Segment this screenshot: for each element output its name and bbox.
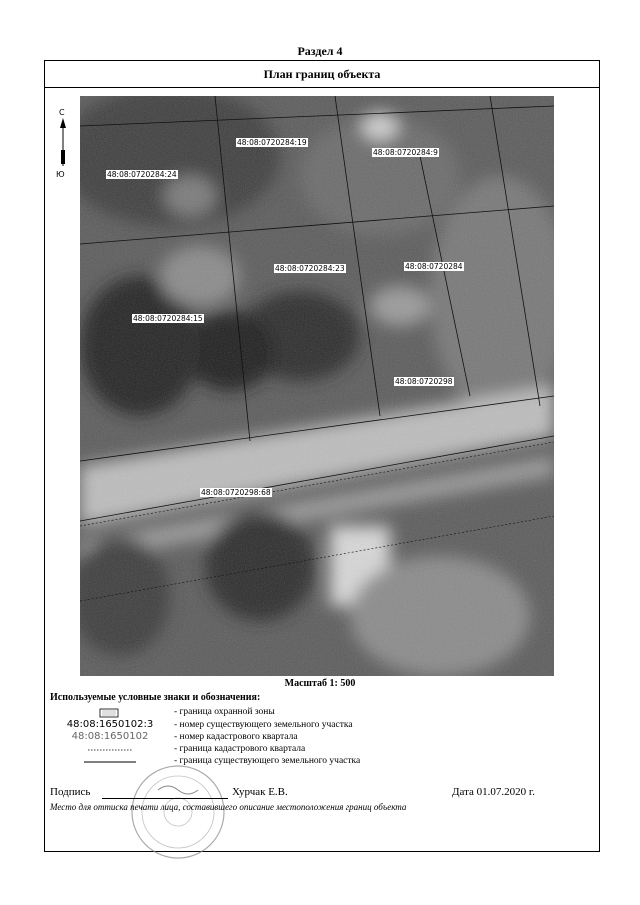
compass-south: Ю bbox=[56, 170, 65, 179]
map-label: 48:08:0720284 bbox=[405, 262, 463, 271]
legend-symbol-quarter-boundary bbox=[50, 743, 170, 755]
legend-symbol-protection-zone bbox=[50, 706, 170, 718]
map-label: 48:08:0720284:24 bbox=[107, 170, 177, 179]
section-label: Раздел 4 bbox=[297, 44, 343, 58]
signature-label: Подпись bbox=[50, 786, 91, 798]
signature-date: Дата 01.07.2020 г. bbox=[452, 786, 535, 798]
map-label: 48:08:0720284:9 bbox=[373, 148, 438, 157]
legend-text: - граница существующего земельного участка bbox=[174, 756, 361, 766]
signature-line bbox=[102, 798, 228, 799]
legend-symbol-quarter-number: 48:08:1650102 bbox=[71, 731, 149, 742]
map-label: 48:08:0720284:19 bbox=[237, 138, 307, 147]
aerial-map bbox=[80, 96, 554, 676]
map-label: 48:08:0720298:68 bbox=[201, 488, 271, 497]
legend-text: - граница охранной зоны bbox=[174, 707, 275, 717]
signer-name: Хурчак Е.В. bbox=[232, 786, 288, 798]
map-label: 48:08:0720284:15 bbox=[133, 314, 203, 323]
map-label: 48:08:0720284:23 bbox=[275, 264, 345, 273]
map-label: 48:08:0720298 bbox=[395, 377, 453, 386]
legend-text: - граница кадастрового квартала bbox=[174, 744, 306, 754]
frame-title: План границ объекта bbox=[45, 61, 599, 88]
legend-text: - номер кадастрового квартала bbox=[174, 732, 298, 742]
legend-text: - номер существующего земельного участка bbox=[174, 720, 353, 730]
compass-north: С bbox=[59, 108, 65, 117]
legend-symbol-parcel-number: 48:08:1650102:3 bbox=[66, 719, 154, 730]
legend-title: Используемые условные знаки и обозначения: bbox=[50, 692, 261, 703]
stamp-place-note: Место для оттиска печати лица, составившего описание местоположения границ объекта bbox=[50, 802, 407, 812]
north-arrow-icon bbox=[56, 108, 70, 180]
map-scale: Масштаб 1: 500 bbox=[284, 678, 356, 689]
stamp-seal bbox=[128, 762, 228, 862]
